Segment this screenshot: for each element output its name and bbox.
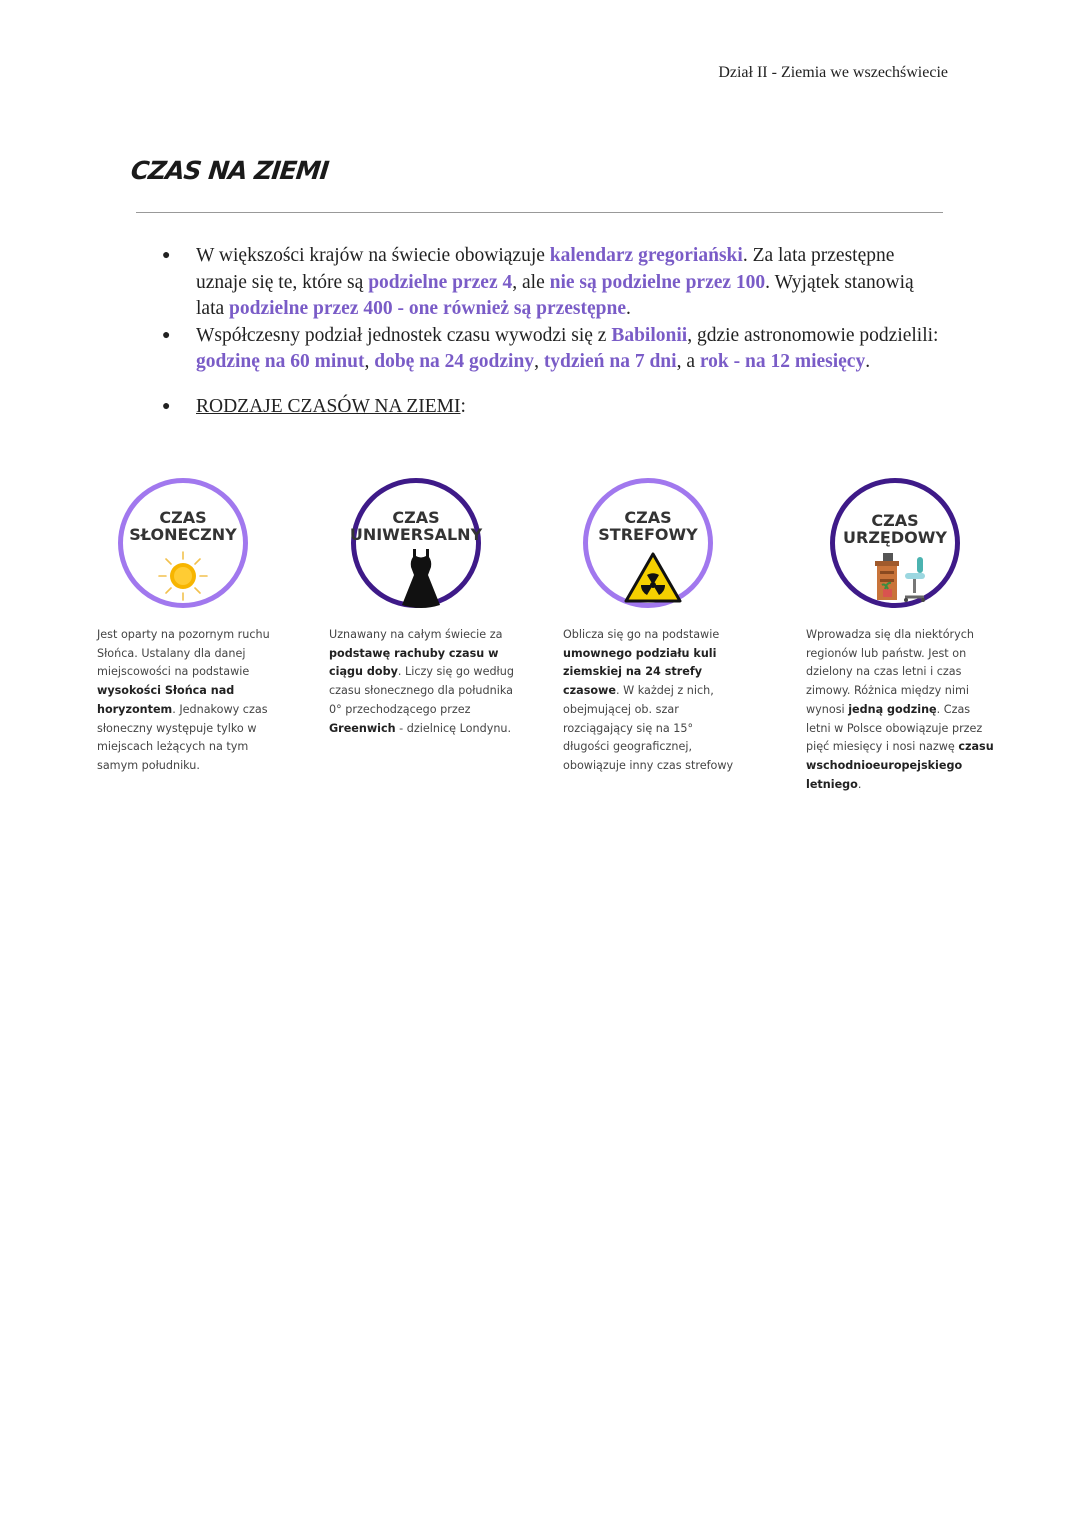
bullet-text-babylon	[196, 323, 942, 376]
highlighted-term: podzielne przez 400 - one również są przestępne	[229, 298, 626, 319]
bullet-item	[152, 394, 942, 421]
types-heading: RODZAJE CZASÓW NA ZIEMI:	[196, 395, 466, 417]
text-segment: . Wyjątek stanowią lata	[196, 271, 914, 319]
highlighted-term: podzielne przez 4	[368, 271, 513, 293]
text-segment: , a	[676, 351, 700, 372]
circle-zone-time	[583, 478, 713, 608]
highlighted-term: kalendarz gregoriański	[549, 245, 743, 266]
circle-universal-time	[351, 478, 481, 608]
highlighted-term: rok - na 12 miesięcy	[699, 351, 866, 372]
text-segment: ,	[364, 351, 375, 372]
sun-icon	[156, 549, 210, 603]
highlighted-term: godzinę na 60 minut	[196, 351, 365, 372]
text-segment: . W każdej z nich, obejmującej ob. szar rozciągający się na 15° długości geograficznej, obowiązuje inny czas strefowy	[563, 684, 734, 772]
bold-term: wysokości Słońca nad horyzontem	[97, 684, 235, 716]
radiation-warning-icon	[623, 551, 683, 605]
page-title: CZAS NA ZIEMI	[129, 156, 330, 185]
description-official-time	[806, 626, 996, 794]
highlighted-term: tydzień na 7 dni	[543, 351, 677, 372]
text-segment: . Za lata przestępne uznaje się te, które są	[196, 245, 895, 293]
bullet-dot-icon: ●	[162, 327, 171, 343]
text-segment: , ale	[512, 271, 550, 293]
circle-label: CZAS UNIWERSALNY	[349, 508, 483, 544]
text-segment: ,	[534, 351, 544, 372]
bold-term: czasu wschodnioeuropejskiego letniego	[806, 740, 994, 791]
bullet-item	[152, 323, 942, 376]
bold-term: Greenwich	[329, 721, 396, 735]
circle-label: CZAS STREFOWY	[598, 508, 698, 544]
text-segment: . Liczy się go według czasu słonecznego dla południka 0° przechodzącego przez	[329, 665, 514, 716]
description-universal-time	[329, 626, 529, 738]
highlighted-term: Babilonii	[611, 324, 688, 346]
text-segment: - dzielnicę Londynu.	[395, 721, 512, 735]
text-segment: W większości krajów na świecie obowiązuje	[196, 245, 550, 266]
text-segment: .	[865, 351, 871, 372]
bullet-dot-icon: ●	[162, 398, 171, 414]
text-segment: . Jednakowy czas słoneczny występuje tylko w miejscach leżących na tym samym południku.	[97, 702, 268, 772]
highlighted-term: nie są podzielne przez 100	[549, 271, 766, 293]
description-zone-time	[563, 626, 743, 776]
text-segment: . Czas letni w Polsce obowiązuje przez pięć miesięcy i nosi nazwę	[806, 702, 983, 754]
circle-label: CZAS URZĘDOWY	[843, 511, 947, 547]
highlighted-term: dobę na 24 godziny	[374, 351, 535, 372]
text-segment: , gdzie astronomowie podzielili:	[687, 324, 939, 346]
bold-term: umownego podziału kuli ziemskiej na 24 strefy czasowe	[563, 646, 717, 698]
bold-term: podstawę rachuby czasu w ciągu doby	[329, 646, 499, 679]
bullet-list	[152, 243, 942, 420]
office-desk-icon	[871, 553, 931, 609]
text-segment: Jest oparty na pozornym ruchu Słońca. Ustalany dla danej miejscowości na podstawie	[97, 628, 270, 679]
dress-icon	[396, 547, 446, 611]
text-segment: Wprowadza się dla niektórych regionów lub państw. Jest on dzielony na czas letni i czas zimowy. Różnica między nimi wynosi	[806, 628, 975, 716]
text-segment: Uznawany na całym świecie za	[329, 628, 503, 641]
document-section-header: Dział II - Ziemia we wszechświecie	[718, 64, 948, 81]
text-segment: .	[626, 298, 631, 319]
description-solar-time	[97, 626, 287, 776]
circle-official-time	[830, 478, 960, 608]
bullet-text-calendar	[196, 243, 942, 323]
title-divider	[136, 212, 943, 213]
text-segment: Współczesny podział jednostek czasu wywodzi się z	[196, 324, 612, 346]
text-segment: Oblicza się go na podstawie	[563, 628, 720, 641]
text-segment: .	[857, 777, 862, 791]
bullet-item	[152, 243, 942, 323]
bold-term: jedną godzinę	[848, 702, 937, 716]
circle-label: CZAS SŁONECZNY	[129, 508, 237, 544]
bullet-dot-icon: ●	[162, 248, 171, 263]
circle-solar-time	[118, 478, 248, 608]
